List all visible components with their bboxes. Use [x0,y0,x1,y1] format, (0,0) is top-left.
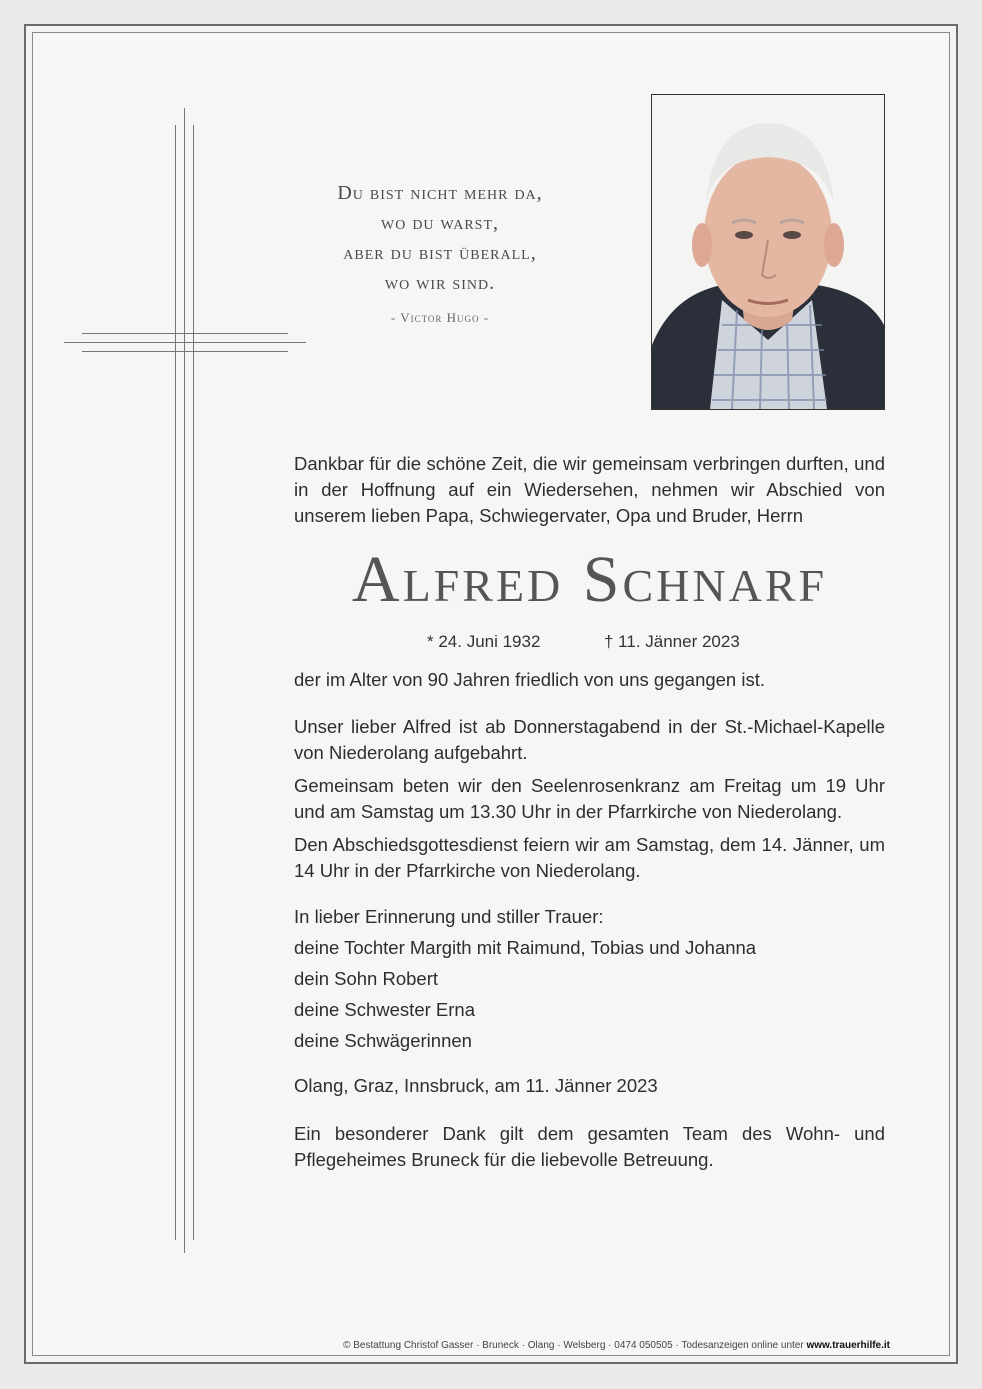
quote-line: wo du warst, [381,212,499,234]
mourner-item: deine Schwägerinnen [294,1030,472,1051]
mourner-item: deine Tochter Margith mit Raimund, Tobias und Johanna [294,937,757,958]
quote-author: - Victor Hugo - [390,310,490,325]
death-date: † 11. Jänner 2023 [604,632,740,651]
footer-link[interactable]: www.trauerhilfe.it [806,1340,890,1351]
deceased-name: Alfred Schnarf [351,543,828,616]
birth-date: * 24. Juni 1932 [427,632,541,651]
portrait-photo [651,94,885,410]
viewing-text: Unser lieber Alfred ist ab Donnerstagabend in der St.-Michael-Kapelle von Niederolang aufgebahrt. [294,716,885,763]
quote-line: Du bist nicht mehr da, [337,182,543,204]
mourner-item: deine Schwester Erna [294,999,475,1020]
mourners-intro: In lieber Erinnerung und stiller Trauer: [294,906,604,927]
funeral-text: Den Abschiedsgottesdienst feiern wir am Samstag, dem 14. Jänner, um 14 Uhr in der Pfarrkirche von Niederolang. [294,834,885,881]
footer-text: © Bestattung Christof Gasser · Bruneck · Olang · Welsberg · 0474 050505 · Todesanzeigen online unter [343,1340,807,1351]
quote-line: aber du bist überall, [343,242,537,264]
footer [0,1340,890,1351]
thanks-text: Ein besonderer Dank gilt dem gesamten Team des Wohn- und Pflegeheimes Bruneck für die liebevolle Betreuung. [294,1123,885,1170]
rosary-text: Gemeinsam beten wir den Seelenrosenkranz am Freitag um 19 Uhr und am Samstag um 13.30 Uhr in der Pfarrkirche von Niederolang. [294,775,885,822]
quote [290,178,590,326]
intro-text: Dankbar für die schöne Zeit, die wir gemeinsam verbringen durften, und in der Hoffnung auf ein Wiedersehen, nehmen wir Abschied von unserem lieben Papa, Schwiegervater, Opa und Bruder, Herrn [294,453,885,526]
place-date: Olang, Graz, Innsbruck, am 11. Jänner 2023 [294,1075,658,1096]
quote-line: wo wir sind. [384,272,496,294]
mourner-item: dein Sohn Robert [294,968,438,989]
age-text: der im Alter von 90 Jahren friedlich von uns gegangen ist. [294,669,766,690]
